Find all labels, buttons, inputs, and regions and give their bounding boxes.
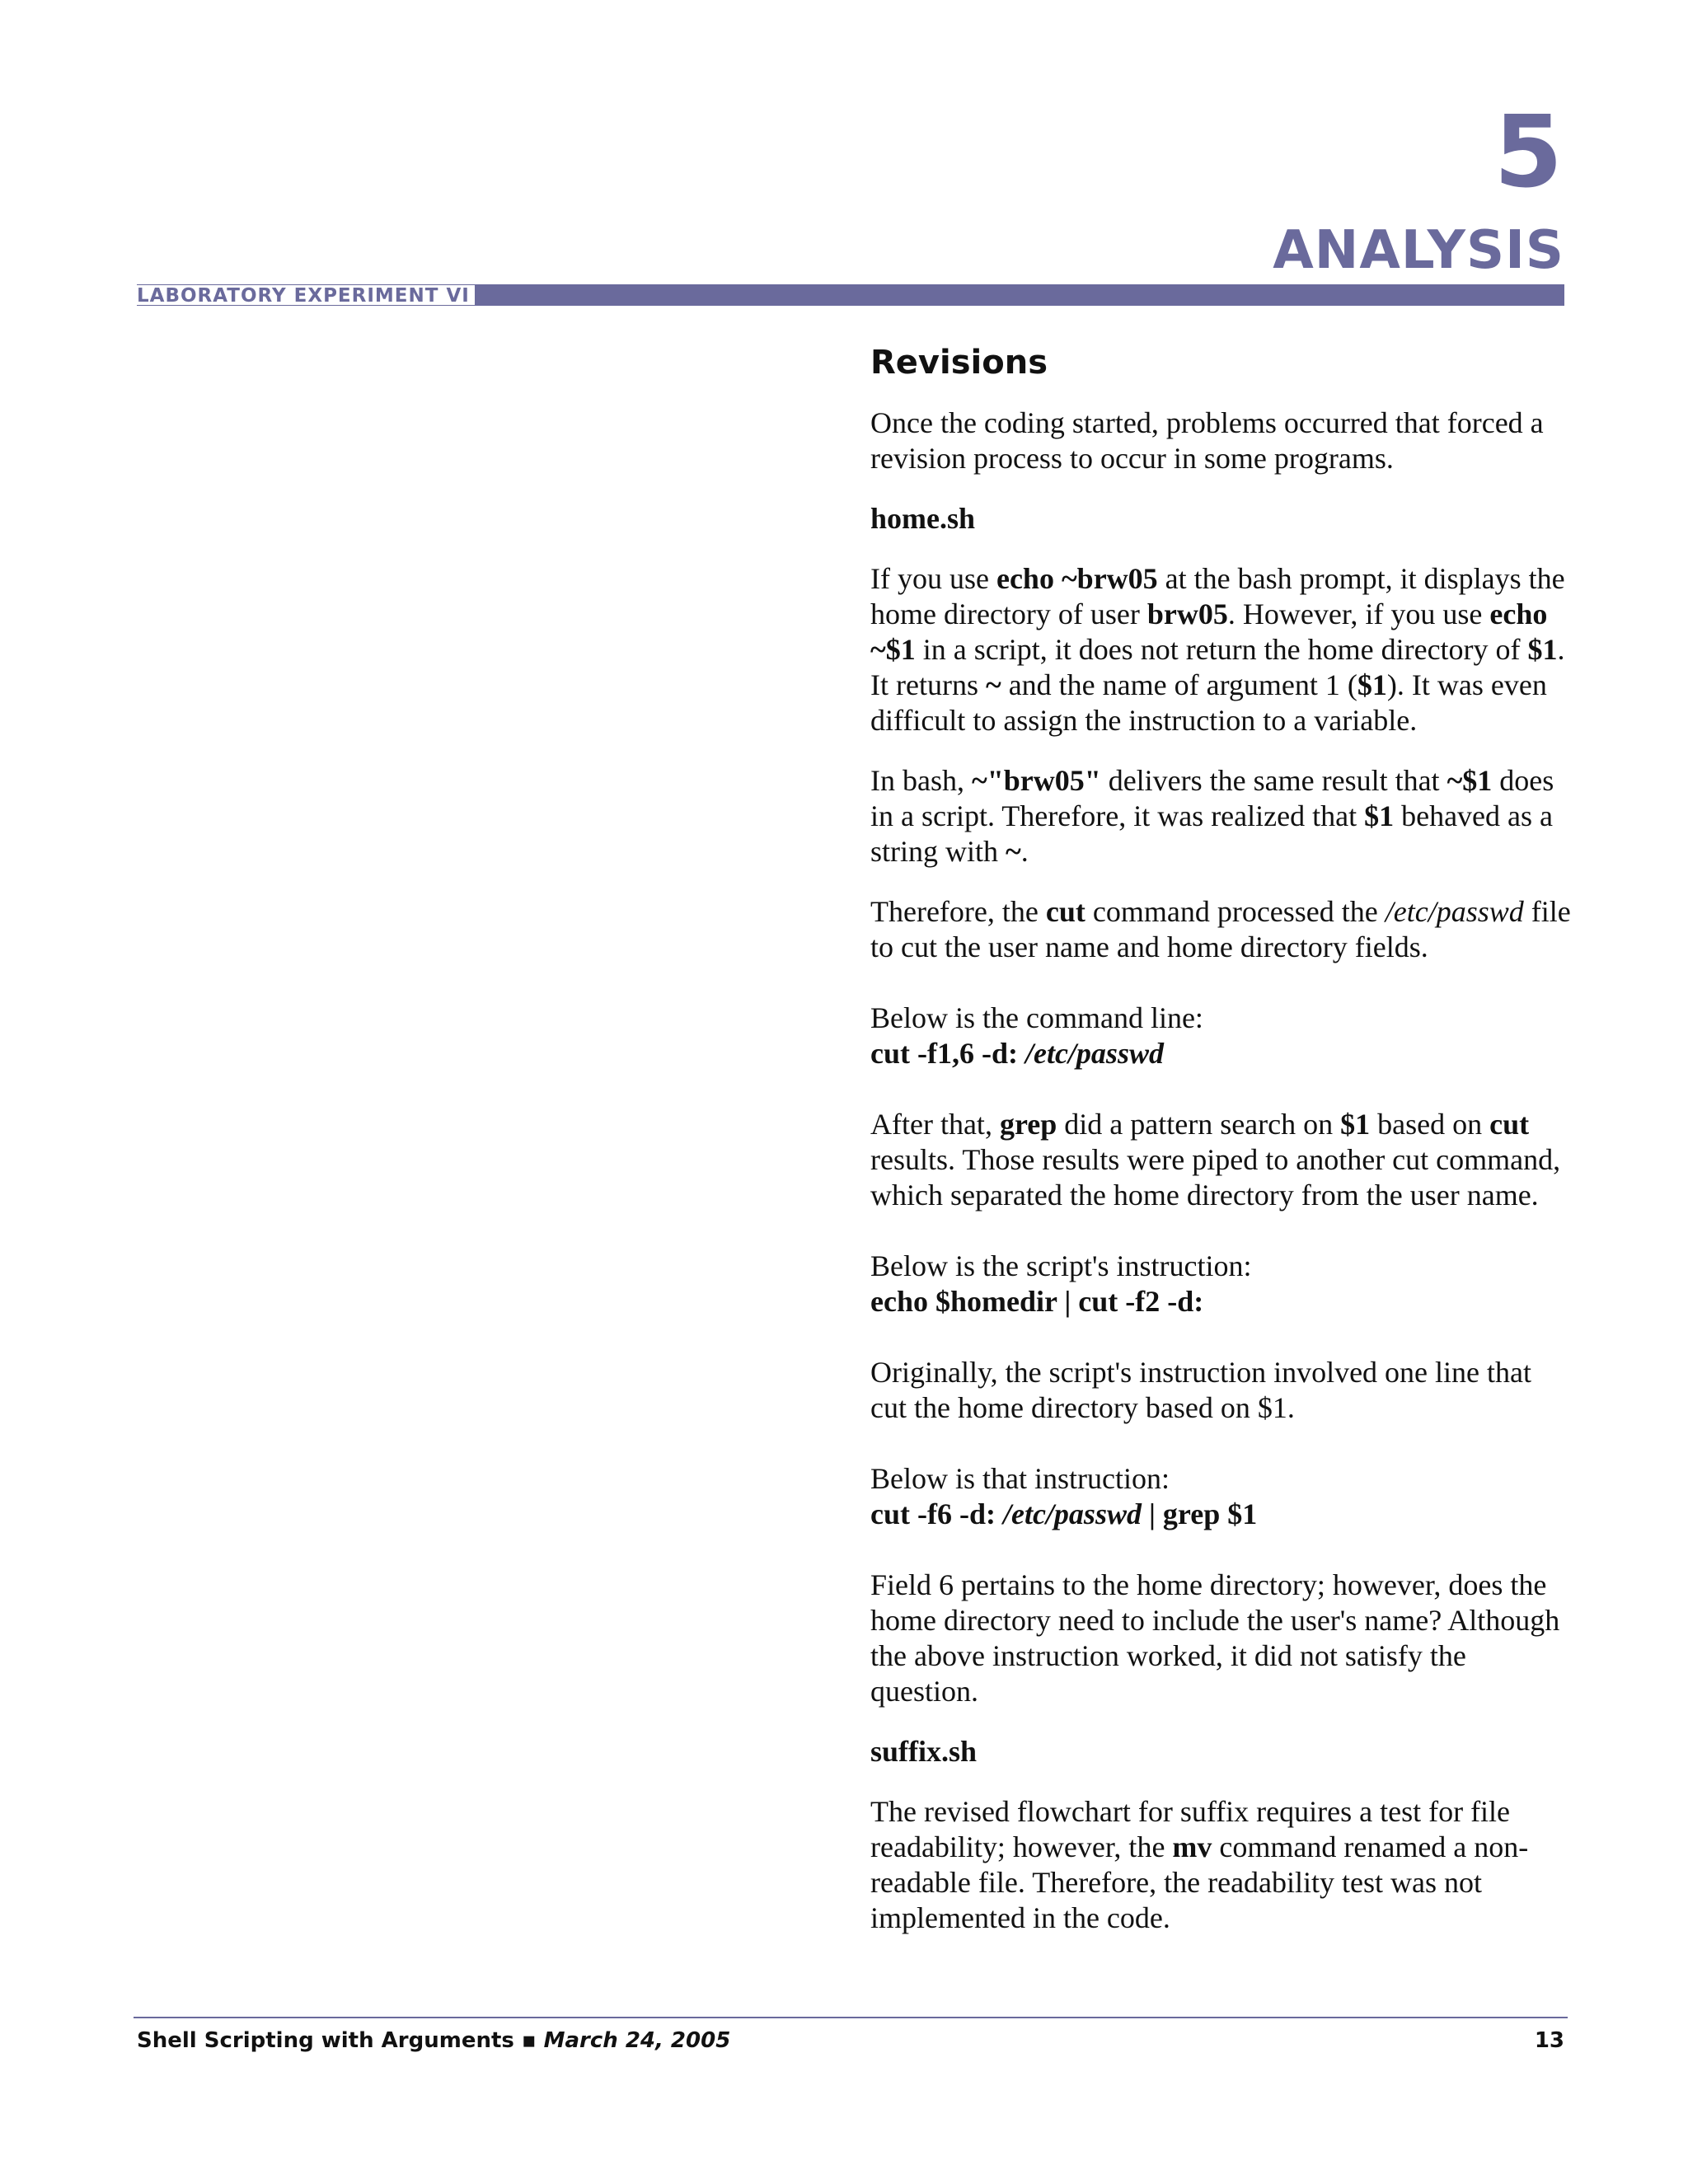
home-sh-paragraph-3: Therefore, the cut command processed the /etc/passwd file to cut the user name and home directory fields.	[870, 895, 1571, 963]
command-line-block: Below is the command line: cut -f1,6 -d: /etc/passwd	[870, 1001, 1571, 1071]
footer-separator: ▪	[513, 2028, 544, 2053]
page-number: 13	[1534, 2028, 1564, 2053]
command-line-echo: echo $homedir | cut -f2 -d:	[870, 1285, 1204, 1318]
original-instruction-block: Below is that instruction: cut -f6 -d: /etc/passwd | grep $1	[870, 1461, 1571, 1532]
home-sh-paragraph-2: In bash, ~"brw05" delivers the same result that ~$1 does in a script. Therefore, it was realized that $1 behaved as a string with ~.	[870, 764, 1554, 868]
script-instruction-block: Below is the script's instruction: echo $homedir | cut -f2 -d:	[870, 1249, 1571, 1319]
footer-document-title: Shell Scripting with Arguments ▪ March 24, 2005	[137, 2028, 731, 2053]
command-line-cut: cut -f1,6 -d: /etc/passwd	[870, 1037, 1164, 1070]
home-sh-paragraph-grep: After that, grep did a pattern search on $1 based on cut results. Those results were piped to another cut command, which separated the home directory from the user name.	[870, 1108, 1561, 1212]
intro-paragraph: Once the coding started, problems occurred that forced a revision process to occur in some programs.	[870, 406, 1544, 475]
chapter-number: 5	[1493, 96, 1563, 210]
chapter-title: ANALYSIS	[1273, 220, 1564, 281]
section-heading-revisions: Revisions	[870, 344, 1048, 382]
home-sh-paragraph-1: If you use echo ~brw05 at the bash prompt, it displays the home directory of user brw05. However, if you use echo ~$1 in a script, it does not return the home directory of $1. It returns ~ and the name of argument 1 ($1). It was even difficult to assign the instruction to a variable.	[870, 562, 1565, 737]
subheading-home-sh: home.sh	[870, 502, 976, 535]
main-content	[870, 343, 1571, 1961]
running-header-label: LABORATORY EXPERIMENT VI	[137, 285, 475, 305]
home-sh-paragraph-field6: Field 6 pertains to the home directory; however, does the home directory need to include the user's name? Although the above instruction worked, it did not satisfy the question.	[870, 1568, 1560, 1708]
footer-rule	[134, 2017, 1568, 2018]
home-sh-paragraph-originally: Originally, the script's instruction involved one line that cut the home directory based on $1.	[870, 1356, 1532, 1424]
subheading-suffix-sh: suffix.sh	[870, 1735, 978, 1768]
footer-date: March 24, 2005	[543, 2028, 731, 2053]
suffix-sh-paragraph: The revised flowchart for suffix requires a test for file readability; however, the mv command renamed a non-readable file. Therefore, the readability test was not implemented in the code.	[870, 1795, 1529, 1934]
command-line-original: cut -f6 -d: /etc/passwd | grep $1	[870, 1497, 1258, 1530]
